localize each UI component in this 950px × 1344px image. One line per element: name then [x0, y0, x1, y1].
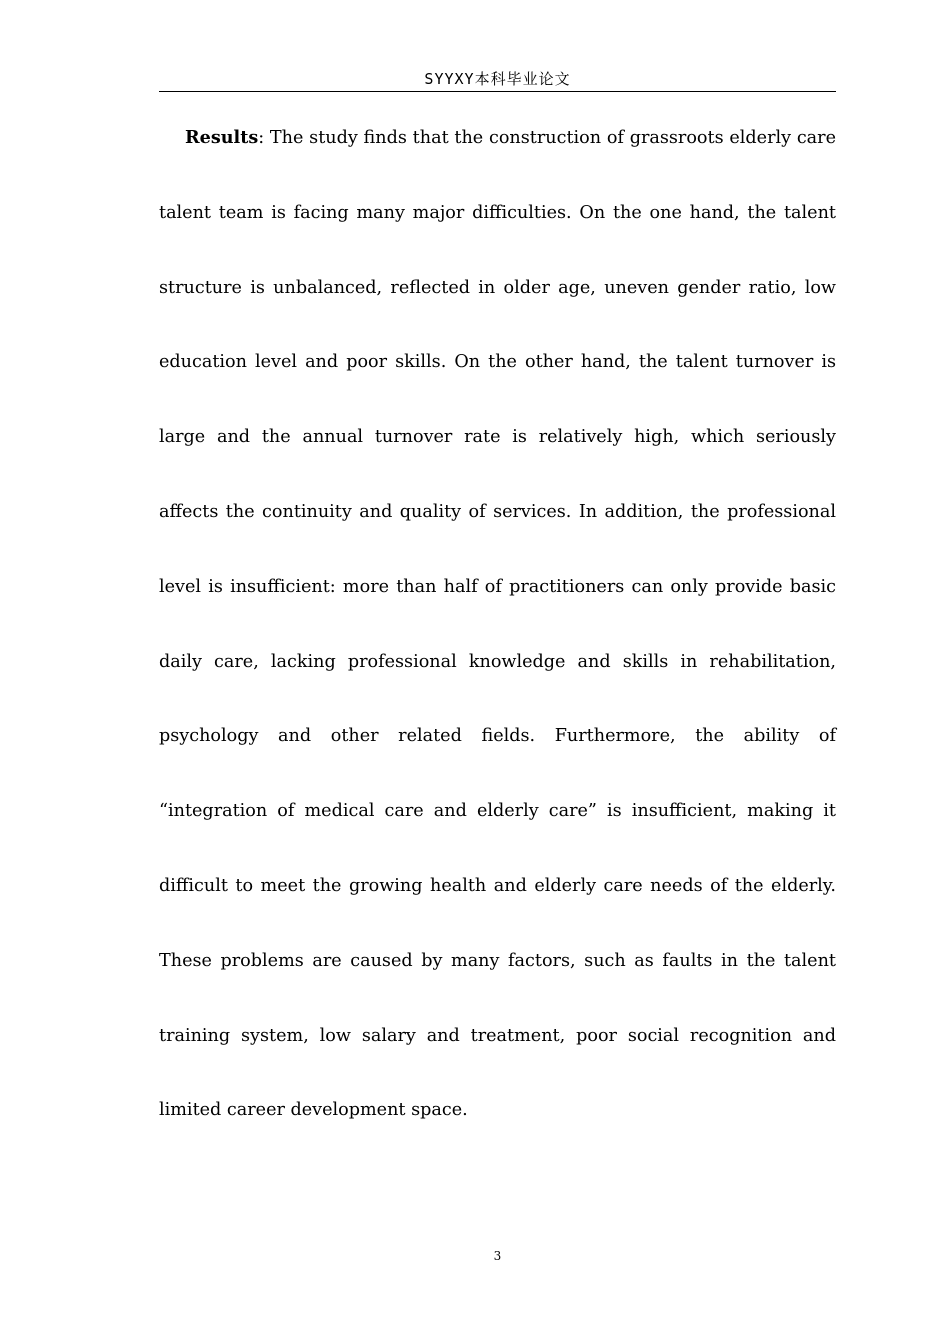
results-paragraph — [159, 101, 836, 1148]
results-text: : The study finds that the construction of grassroots elderly care talent team is facing many major difficulties. On the one hand, the talent structure is unbalanced, reflected in older age, uneven gender ratio, low education level and poor skills. On the other hand, the talent turnover is large and the annual turnover rate is relatively high, which seriously affects the continuity and quality of services. In addition, the professional level is insufficient: more than half of practitioners can only provide basic daily care, lacking professional knowledge and skills in rehabilitation, psychology and other related fields. Furthermore, the ability of “integration of medical care and elderly care” is insufficient, making it difficult to meet the growing health and elderly care needs of the elderly. These problems are caused by many factors, such as faults in the talent training system, low salary and treatment, poor social recognition and limited career development space. — [159, 128, 836, 1121]
page-number: 3 — [493, 1249, 502, 1263]
page-header-title: SYYXY本科毕业论文 — [424, 70, 571, 88]
results-label: Results — [185, 127, 259, 148]
header-divider — [159, 91, 836, 92]
